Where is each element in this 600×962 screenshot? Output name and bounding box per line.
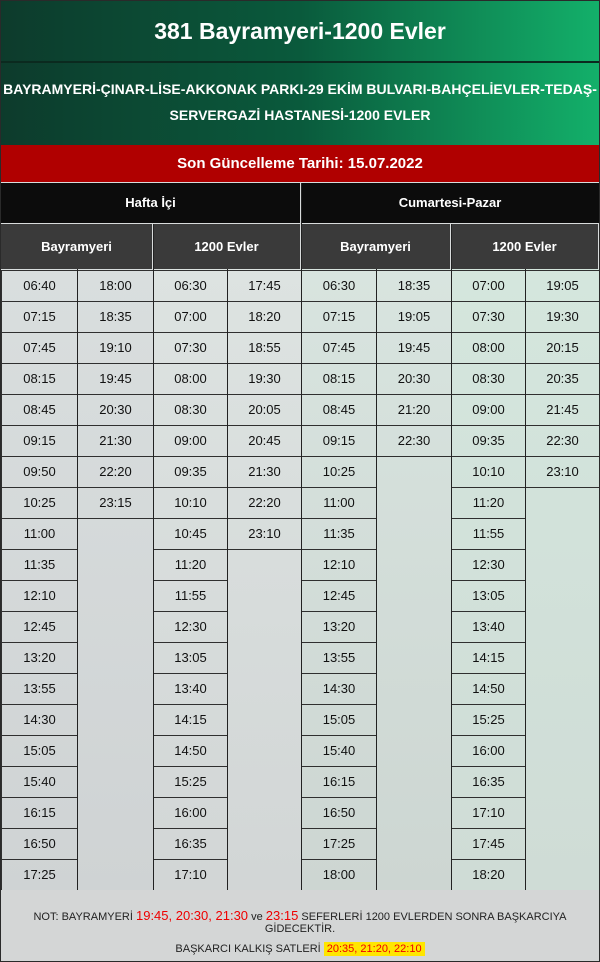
departure-time: 18:35: [77, 301, 154, 333]
departure-time: 14:50: [451, 673, 526, 705]
departure-time: 15:40: [1, 766, 78, 798]
departure-time: 16:50: [301, 797, 377, 829]
departure-time: 23:15: [77, 487, 154, 519]
departure-time: 08:15: [1, 363, 78, 395]
departure-time: 19:45: [376, 332, 452, 364]
departure-time: 23:10: [525, 456, 600, 488]
departure-time: 10:25: [1, 487, 78, 519]
departure-time: 08:30: [153, 394, 228, 426]
departure-time: 09:00: [153, 425, 228, 457]
departure-time: 22:30: [525, 425, 600, 457]
departure-time: 13:20: [301, 611, 377, 643]
departure-time: 17:25: [301, 828, 377, 860]
departure-time: 21:20: [376, 394, 452, 426]
departure-time: 22:30: [376, 425, 452, 457]
departure-time: 10:25: [301, 456, 377, 488]
departure-time: 09:15: [301, 425, 377, 457]
departure-time: 13:05: [451, 580, 526, 612]
departure-time: 11:35: [301, 518, 377, 550]
departure-time: 13:55: [301, 642, 377, 674]
departure-time: 08:00: [153, 363, 228, 395]
departure-time: 19:05: [525, 270, 600, 302]
departure-time: 17:45: [227, 270, 302, 302]
departure-time: 08:45: [301, 394, 377, 426]
stop-header: Bayramyeri: [1, 224, 152, 269]
departure-time: 19:05: [376, 301, 452, 333]
departure-time: 11:00: [301, 487, 377, 519]
departure-time: 15:05: [301, 704, 377, 736]
last-update-banner: Son Güncelleme Tarihi: 15.07.2022: [1, 145, 599, 182]
departure-time: 13:40: [451, 611, 526, 643]
day-group-header: Hafta İçi: [1, 183, 300, 223]
departure-time: 14:15: [451, 642, 526, 674]
day-group-header: Cumartesi-Pazar: [301, 183, 599, 223]
departure-time: 20:05: [227, 394, 302, 426]
departure-time: 07:30: [451, 301, 526, 333]
departure-time: 16:50: [1, 828, 78, 860]
note-highlight-times: 20:35, 21:20, 22:10: [324, 942, 425, 956]
departure-time: 15:40: [301, 735, 377, 767]
departure-time: 06:30: [301, 270, 377, 302]
note-prefix: NOT: BAYRAMYERİ: [33, 911, 133, 923]
departure-time: 18:20: [227, 301, 302, 333]
departure-time: 14:15: [153, 704, 228, 736]
departure-time: 07:15: [301, 301, 377, 333]
stop-header: 1200 Evler: [451, 224, 598, 269]
departure-time: 08:45: [1, 394, 78, 426]
departure-time: 14:30: [301, 673, 377, 705]
column-divider: [525, 269, 526, 890]
departure-time: 12:30: [451, 549, 526, 581]
departure-time: 18:00: [77, 270, 154, 302]
departure-time: 11:20: [153, 549, 228, 581]
departure-time: 16:35: [451, 766, 526, 798]
departure-time: 11:20: [451, 487, 526, 519]
stop-header: Bayramyeri: [301, 224, 450, 269]
departure-time: 10:10: [451, 456, 526, 488]
departure-time: 13:40: [153, 673, 228, 705]
departure-time: 10:10: [153, 487, 228, 519]
departure-time: 17:45: [451, 828, 526, 860]
departure-time: 16:00: [153, 797, 228, 829]
departure-time: 12:30: [153, 611, 228, 643]
departure-time: 14:50: [153, 735, 228, 767]
departure-time: 11:55: [451, 518, 526, 550]
footnote: [1, 890, 599, 961]
departure-time: 13:20: [1, 642, 78, 674]
departure-time: 19:45: [77, 363, 154, 395]
departure-time: 16:00: [451, 735, 526, 767]
route-description: [1, 63, 599, 145]
departure-time: 10:45: [153, 518, 228, 550]
departure-time: 07:45: [301, 332, 377, 364]
departure-time: 19:10: [77, 332, 154, 364]
departure-time: 20:30: [77, 394, 154, 426]
departure-time: 08:15: [301, 363, 377, 395]
departure-time: 18:20: [451, 859, 526, 891]
column-divider: [153, 224, 154, 890]
departure-time: 06:30: [153, 270, 228, 302]
note-line2-prefix: BAŞKARCI KALKIŞ SATLERİ: [175, 943, 321, 955]
note-red-times: 19:45, 20:30, 21:30: [135, 908, 249, 923]
note-suffix: SEFERLERİ 1200 EVLERDEN SONRA BAŞKARCIYA GİDECEKTİR.: [264, 911, 567, 935]
departure-time: 09:35: [451, 425, 526, 457]
departure-time: 21:30: [77, 425, 154, 457]
column-divider: [77, 269, 78, 890]
departure-time: 09:35: [153, 456, 228, 488]
departure-time: 17:25: [1, 859, 78, 891]
departure-time: 15:05: [1, 735, 78, 767]
departure-time: 21:45: [525, 394, 600, 426]
departure-time: 20:15: [525, 332, 600, 364]
departure-time: 18:35: [376, 270, 452, 302]
departure-time: 09:00: [451, 394, 526, 426]
departure-time: 11:35: [1, 549, 78, 581]
departure-time: 08:00: [451, 332, 526, 364]
page-title: 381 Bayramyeri-1200 Evler: [1, 1, 599, 63]
departure-time: 18:55: [227, 332, 302, 364]
note-ve: ve: [251, 911, 263, 923]
departure-time: 09:15: [1, 425, 78, 457]
departure-time: 07:45: [1, 332, 78, 364]
departure-time: 11:00: [1, 518, 78, 550]
stop-header: 1200 Evler: [153, 224, 300, 269]
note-red-time-2: 23:15: [265, 908, 299, 923]
departure-time: 16:35: [153, 828, 228, 860]
departure-time: 20:30: [376, 363, 452, 395]
route-line-2: SERVERGAZİ HASTANESİ-1200 EVLER: [169, 107, 431, 123]
departure-time: 09:50: [1, 456, 78, 488]
departure-time: 17:10: [451, 797, 526, 829]
route-line-1: BAYRAMYERİ-ÇINAR-LİSE-AKKONAK PARKI-29 EKİM BULVARI-BAHÇELİEVLER-TEDAŞ-: [3, 81, 597, 97]
departure-time: 19:30: [525, 301, 600, 333]
departure-time: 12:10: [301, 549, 377, 581]
departure-time: 11:55: [153, 580, 228, 612]
departure-time: 20:35: [525, 363, 600, 395]
departure-time: 21:30: [227, 456, 302, 488]
departure-time: 08:30: [451, 363, 526, 395]
departure-time: 07:30: [153, 332, 228, 364]
departure-time: 12:45: [1, 611, 78, 643]
departure-time: 07:15: [1, 301, 78, 333]
departure-time: 22:20: [227, 487, 302, 519]
departure-time: 19:30: [227, 363, 302, 395]
departure-time: 12:45: [301, 580, 377, 612]
departure-time: 07:00: [153, 301, 228, 333]
departure-time: 13:55: [1, 673, 78, 705]
departure-time: 17:10: [153, 859, 228, 891]
departure-time: 14:30: [1, 704, 78, 736]
departure-time: 23:10: [227, 518, 302, 550]
departure-time: 13:05: [153, 642, 228, 674]
column-divider: [227, 269, 228, 890]
departure-time: 06:40: [1, 270, 78, 302]
departure-time: 15:25: [451, 704, 526, 736]
departure-time: 07:00: [451, 270, 526, 302]
column-divider: [376, 269, 377, 890]
departure-time: 20:45: [227, 425, 302, 457]
departure-time: 16:15: [301, 766, 377, 798]
column-divider: [301, 183, 302, 890]
departure-time: 12:10: [1, 580, 78, 612]
departure-time: 18:00: [301, 859, 377, 891]
departure-time: 16:15: [1, 797, 78, 829]
departure-time: 15:25: [153, 766, 228, 798]
column-divider: [451, 224, 452, 890]
departure-time: 22:20: [77, 456, 154, 488]
